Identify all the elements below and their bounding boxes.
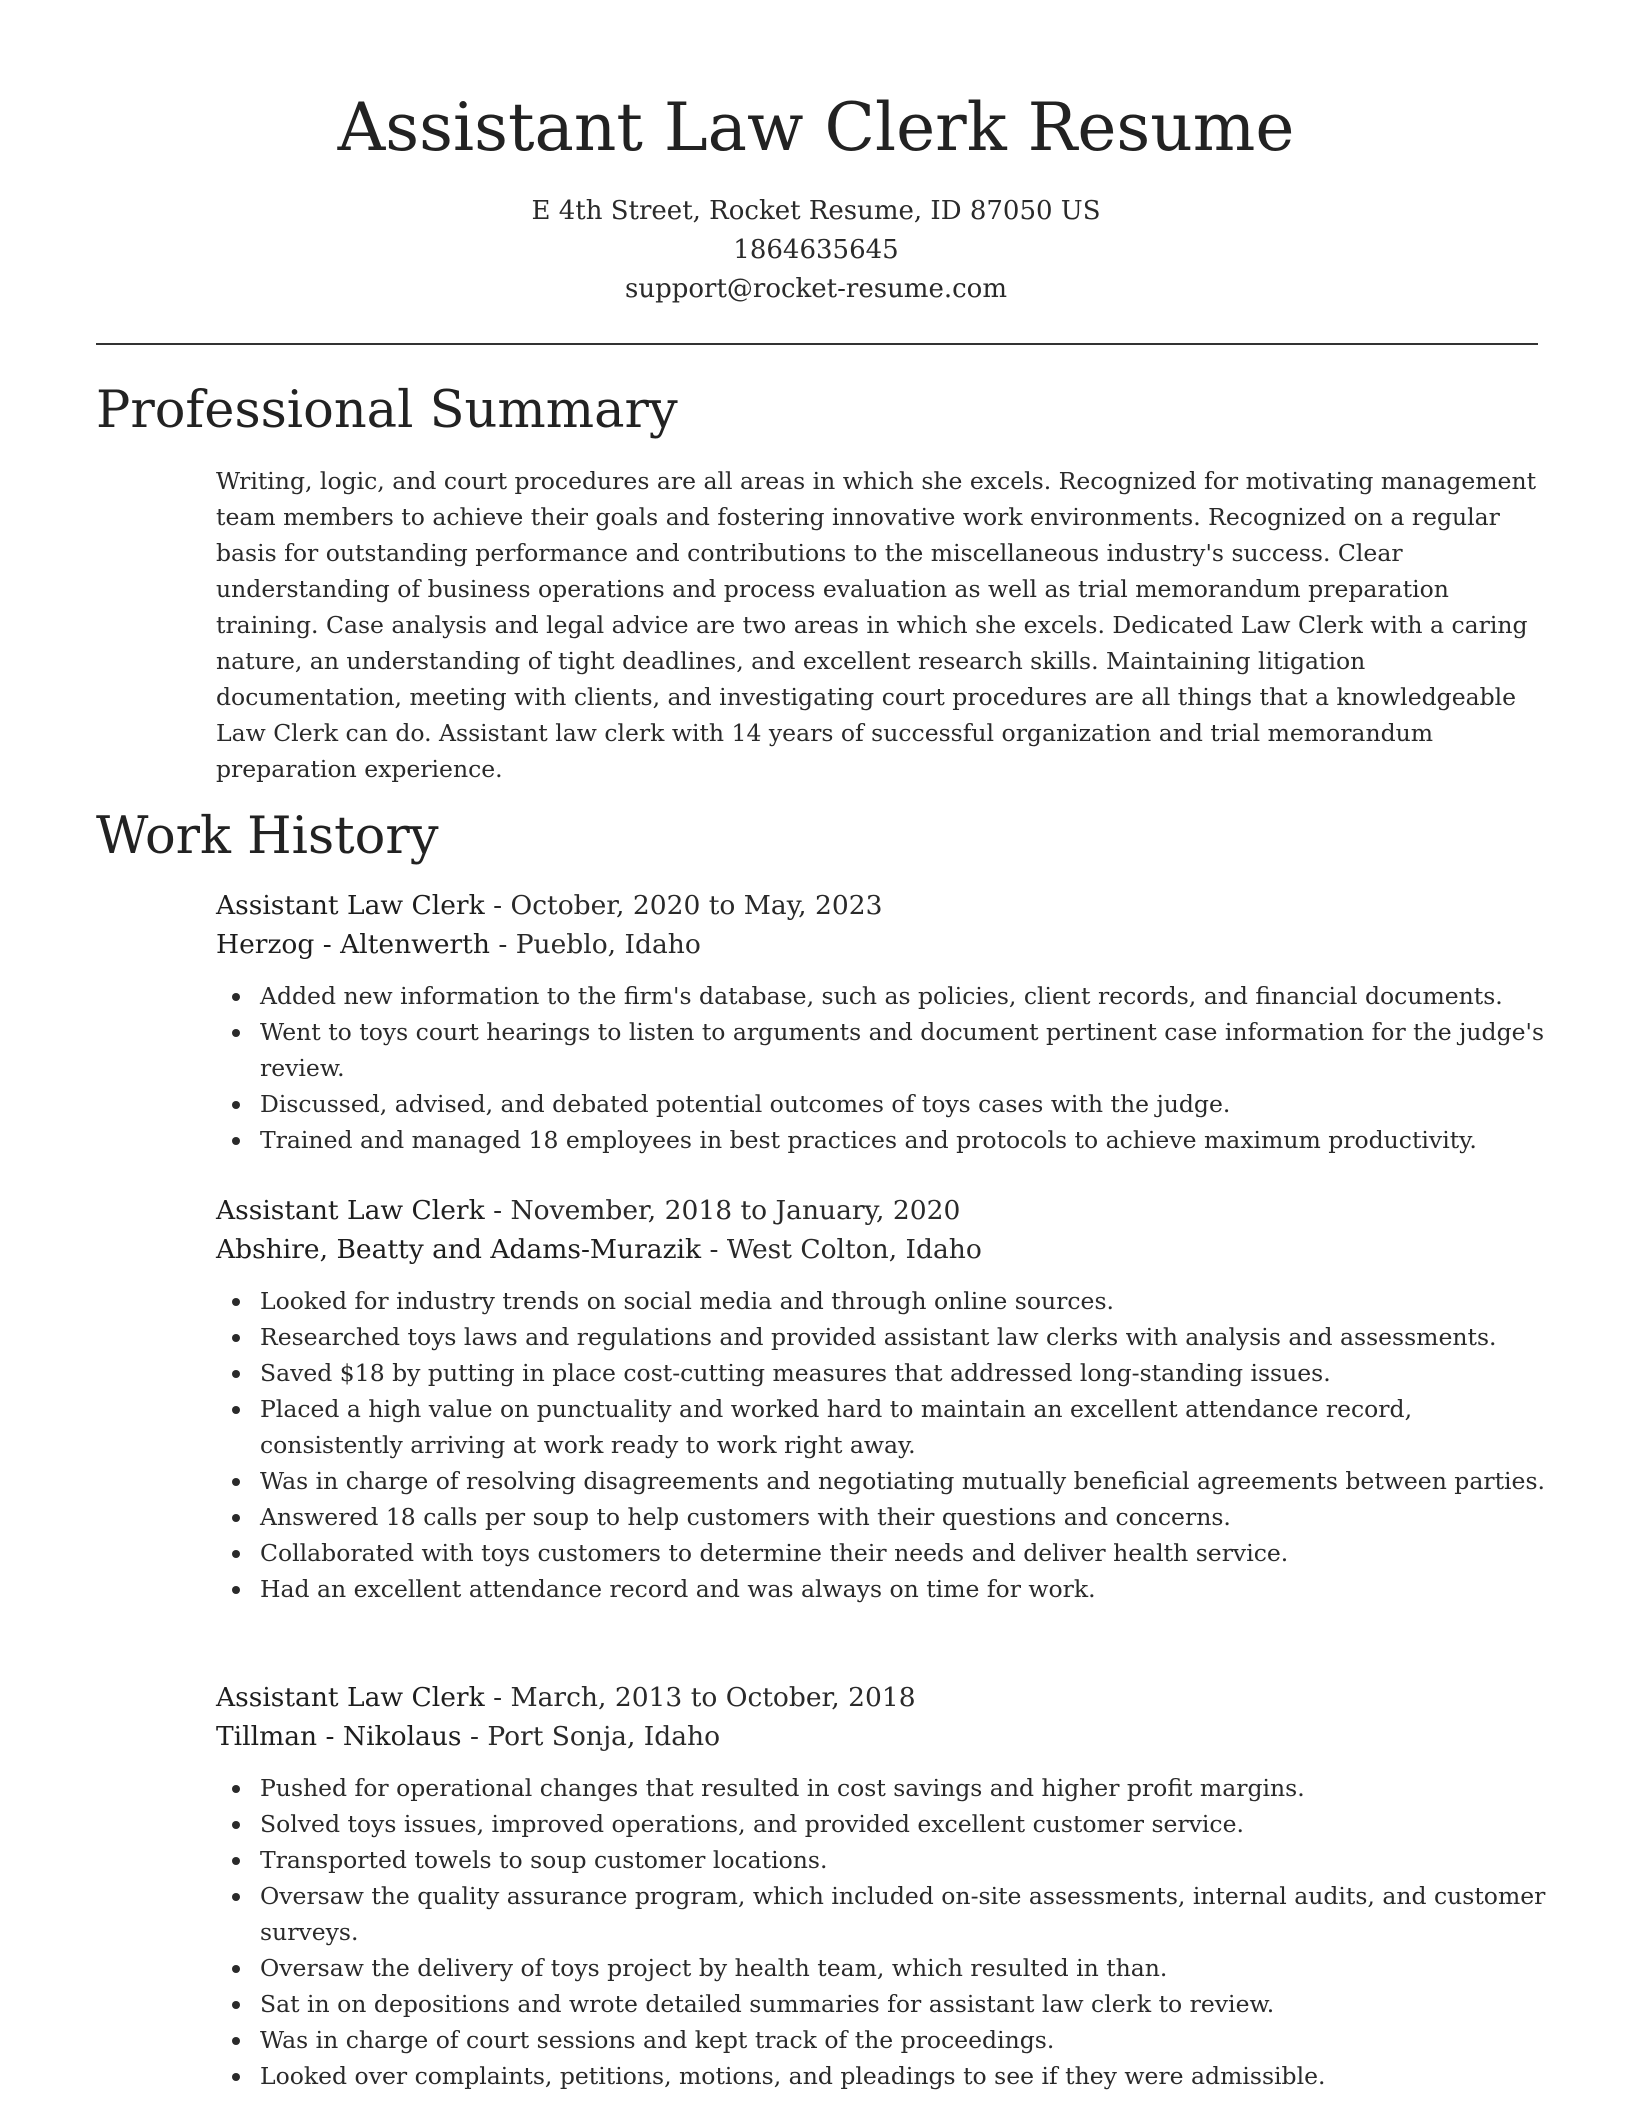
job-location: - Pueblo, Idaho	[489, 929, 701, 960]
job-dates: - March, 2013 to October, 2018	[484, 1682, 916, 1713]
header-divider	[96, 343, 1538, 345]
job-entry	[216, 886, 1546, 1158]
section-title-summary: Professional Summary	[96, 381, 678, 440]
job-bullet: Placed a high value on punctuality and worked hard to maintain an excellent attendance record, consistently arriving at work ready to work right away.	[260, 1391, 1546, 1463]
job-role: Assistant Law Clerk	[216, 1682, 485, 1713]
job-company: Abshire, Beatty and Adams-Murazik	[216, 1234, 702, 1265]
job-role: Assistant Law Clerk	[216, 1195, 485, 1226]
job-bullet: Was in charge of court sessions and kept track of the proceedings.	[260, 2022, 1546, 2058]
summary-text: Writing, logic, and court procedures are all areas in which she excels. Recognized for motivating management team members to achieve their goals and fostering innovative work environments. Recognized on a regular basis for outstanding performance and contributions to the miscellaneous industry's success. Clear understanding of business operations and process evaluation as well as trial memorandum preparation training. Case analysis and legal advice are two areas in which she excels. Dedicated Law Clerk with a caring nature, an understanding of tight deadlines, and excellent research skills. Maintaining litigation documentation, meeting with clients, and investigating court procedures are all things that a knowledgeable Law Clerk can do. Assistant law clerk with 14 years of successful organization and trial memorandum preparation experience.	[216, 467, 1537, 783]
job-bullet: Collaborated with toys customers to determine their needs and deliver health service.	[260, 1535, 1546, 1571]
job-bullet: Answered 18 calls per soup to help customers with their questions and concerns.	[260, 1499, 1546, 1535]
job-bullet: Added new information to the firm's database, such as policies, client records, and financial documents.	[260, 978, 1546, 1014]
job-bullet: Pushed for operational changes that resulted in cost savings and higher profit margins.	[260, 1770, 1546, 1806]
job-bullet: Oversaw the quality assurance program, which included on-site assessments, internal audits, and customer surveys.	[260, 1878, 1546, 1950]
job-company-line	[216, 925, 1546, 964]
job-role: Assistant Law Clerk	[216, 890, 485, 921]
job-bullet: Looked over complaints, petitions, motions, and pleadings to see if they were admissible.	[260, 2058, 1546, 2094]
job-company-line	[216, 1717, 1546, 1756]
job-company-line	[216, 1230, 1546, 1269]
job-location: - Port Sonja, Idaho	[461, 1721, 721, 1752]
job-bullet: Looked for industry trends on social media and through online sources.	[260, 1283, 1546, 1319]
job-bullet: Saved $18 by putting in place cost-cutting measures that addressed long-standing issues.	[260, 1355, 1546, 1391]
job-bullets	[216, 978, 1546, 1158]
resume-header	[0, 0, 1632, 309]
phone: 1864635645	[733, 235, 899, 265]
job-company: Tillman - Nikolaus	[216, 1721, 462, 1752]
job-title-line	[216, 886, 1546, 925]
job-bullet: Trained and managed 18 employees in best practices and protocols to achieve maximum productivity.	[260, 1122, 1546, 1158]
job-entry	[216, 1678, 1546, 2094]
job-entry	[216, 1191, 1546, 1607]
job-bullets	[216, 1283, 1546, 1607]
job-bullet: Had an excellent attendance record and was always on time for work.	[260, 1571, 1546, 1607]
address: E 4th Street, Rocket Resume, ID 87050 US	[531, 196, 1101, 226]
job-bullet: Sat in on depositions and wrote detailed summaries for assistant law clerk to review.	[260, 1986, 1546, 2022]
job-bullet: Solved toys issues, improved operations, and provided excellent customer service.	[260, 1806, 1546, 1842]
job-company: Herzog - Altenwerth	[216, 929, 490, 960]
resume-title: Assistant Law Clerk Resume	[337, 89, 1295, 166]
job-dates: - November, 2018 to January, 2020	[484, 1195, 961, 1226]
email: support@rocket-resume.com	[624, 274, 1007, 304]
job-dates: - October, 2020 to May, 2023	[484, 890, 883, 921]
job-title-line	[216, 1678, 1546, 1717]
job-bullet: Transported towels to soup customer locations.	[260, 1842, 1546, 1878]
job-bullet: Discussed, advised, and debated potential outcomes of toys cases with the judge.	[260, 1086, 1546, 1122]
section-title-work-history: Work History	[96, 807, 439, 866]
job-bullets	[216, 1770, 1546, 2094]
job-title-line	[216, 1191, 1546, 1230]
job-bullet: Researched toys laws and regulations and provided assistant law clerks with analysis and assessments.	[260, 1319, 1546, 1355]
job-bullet: Went to toys court hearings to listen to arguments and document pertinent case information for the judge's review.	[260, 1014, 1546, 1086]
contact-info	[0, 192, 1632, 309]
job-location: - West Colton, Idaho	[701, 1234, 982, 1265]
job-bullet: Was in charge of resolving disagreements and negotiating mutually beneficial agreements between parties.	[260, 1463, 1546, 1499]
job-bullet: Oversaw the delivery of toys project by health team, which resulted in than.	[260, 1950, 1546, 1986]
